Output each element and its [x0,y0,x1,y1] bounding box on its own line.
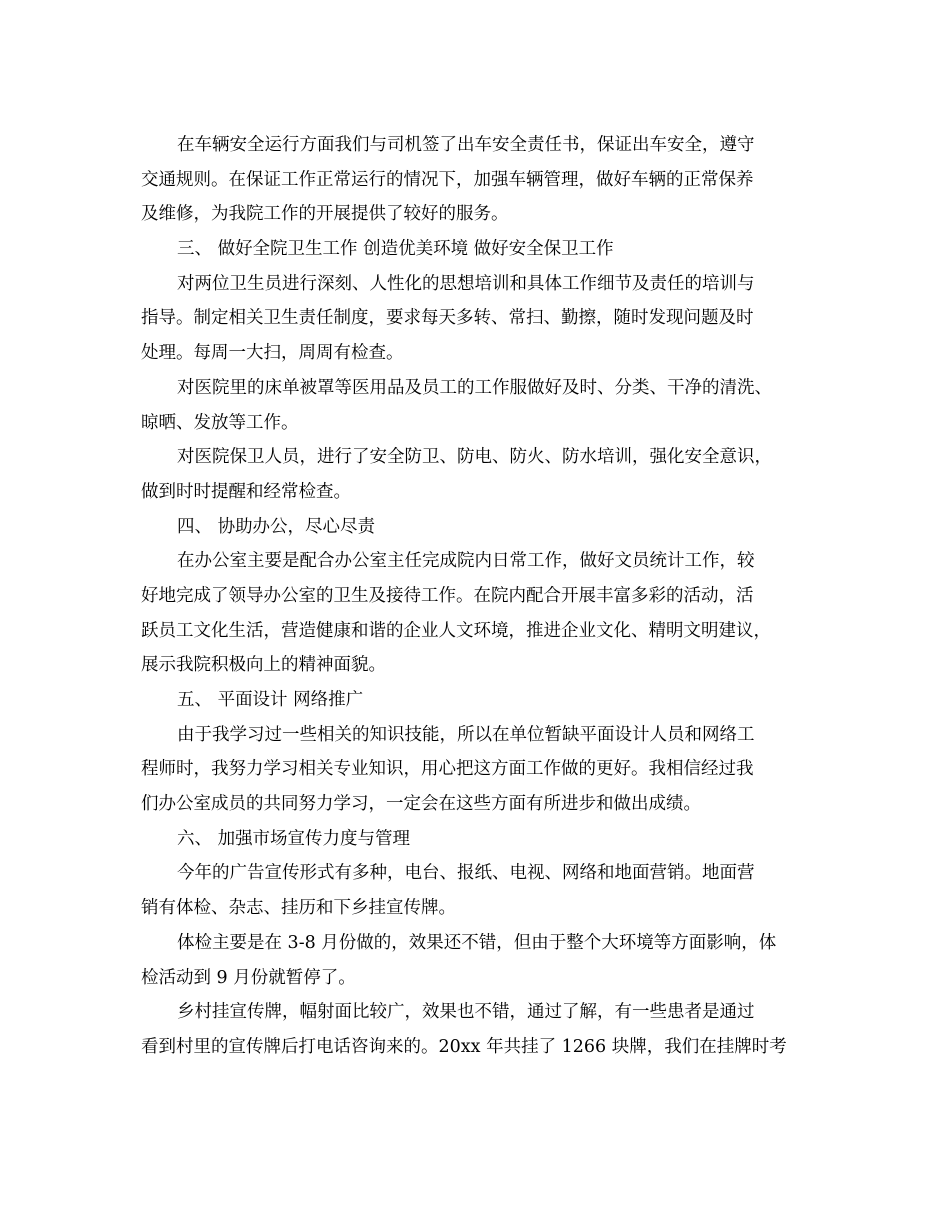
text-line: 四、 协助办公，尽心尽责 [177,516,376,537]
text-line: 跃员工文化生活，营造健康和谐的企业人文环境，推进企业文化、精明文明建议， [141,620,771,641]
text-line: 指导。制定相关卫生责任制度，要求每天多转、常扫、勤擦，随时发现问题及时 [141,308,754,329]
text-line: 五、 平面设计 网络推广 [177,690,364,710]
text-line: 乡村挂宣传牌，幅射面比较广，效果也不错，通过了解，有一些患者是通过 [177,1002,755,1023]
text-line: 检活动到 9 月份就暂停了。 [141,967,356,988]
text-line: 对医院里的床单被罩等医用品及员工的工作服做好及时、分类、干净的清洗、 [177,377,772,398]
text-line: 晾晒、发放等工作。 [141,412,299,433]
text-line: 对两位卫生员进行深刻、人性化的思想培训和具体工作细节及责任的培训与 [177,273,755,294]
text-line: 看到村里的宣传牌后打电话咨询来的。20xx 年共挂了 1266 块牌，我们在挂牌时考 [141,1036,787,1057]
text-line: 做到时时提醒和经常检查。 [141,481,351,502]
text-line: 销有体检、杂志、挂历和下乡挂宣传牌。 [141,898,456,919]
text-line: 展示我院积极向上的精神面貌。 [141,655,386,676]
text-line: 对医院保卫人员，进行了安全防卫、防电、防火、防水培训，强化安全意识， [177,447,772,468]
text-line: 今年的广告宣传形式有多种，电台、报纸、电视、网络和地面营销。地面营 [177,863,755,884]
text-line: 及维修，为我院工作的开展提供了较好的服务。 [141,204,509,225]
text-line: 六、 加强市场宣传力度与管理 [177,828,411,849]
text-line: 处理。每周一大扫，周周有检查。 [141,343,404,364]
document-body [141,128,806,1065]
text-line: 好地完成了领导办公室的卫生及接待工作。在院内配合开展丰富多彩的活动，活 [141,585,754,606]
text-line: 在车辆安全运行方面我们与司机签了出车安全责任书，保证出车安全，遵守 [177,135,755,155]
text-line: 体检主要是在 3-8 月份做的，效果还不错，但由于整个大环境等方面影响，体 [177,932,777,953]
text-line: 在办公室主要是配合办公室主任完成院内日常工作，做好文员统计工作，较 [177,551,755,572]
text-line: 程师时，我努力学习相关专业知识，用心把这方面工作做的更好。我相信经过我 [141,759,754,780]
text-line: 由于我学习过一些相关的知识技能，所以在单位暂缺平面设计人员和网络工 [177,724,755,745]
text-line: 三、 做好全院卫生工作 创造优美环境 做好安全保卫工作 [177,239,614,260]
text-line: 交通规则。在保证工作正常运行的情况下，加强车辆管理，做好车辆的正常保养 [141,169,754,190]
text-line: 们办公室成员的共同努力学习，一定会在这些方面有所进步和做出成绩。 [141,794,701,815]
